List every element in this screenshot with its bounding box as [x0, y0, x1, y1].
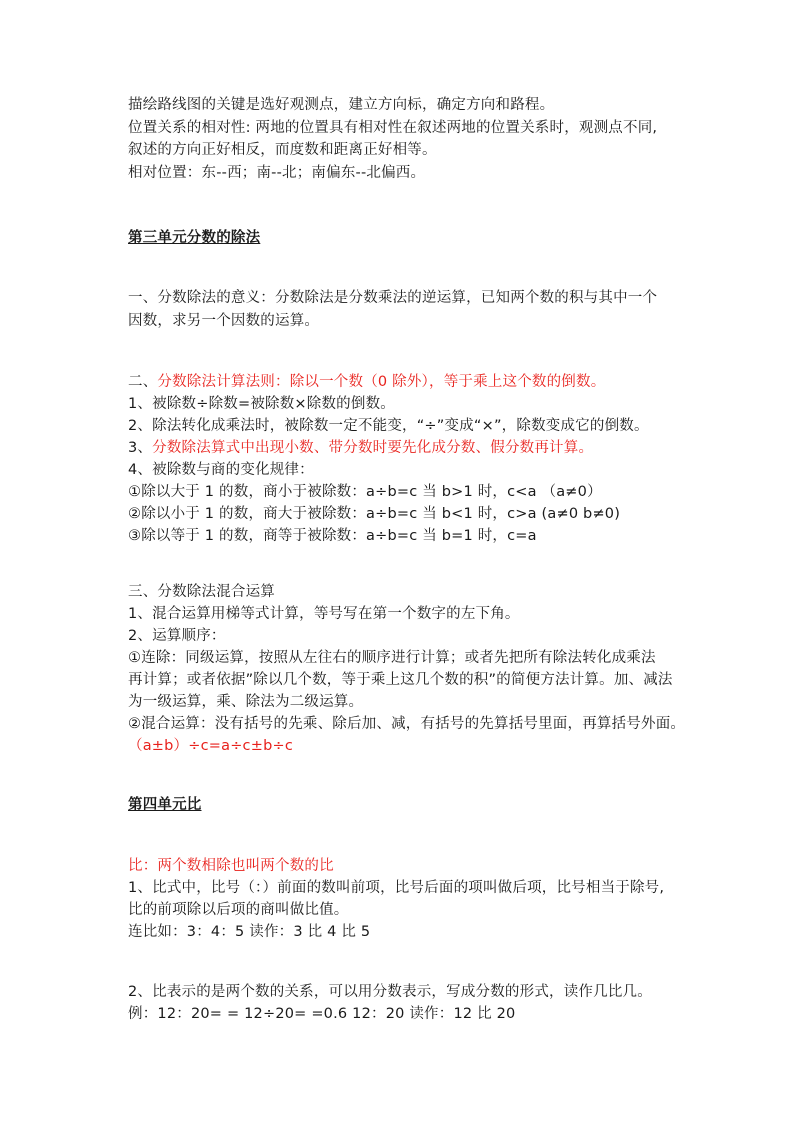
unit3-mixed-heading: 三、分数除法混合运算 [128, 584, 275, 600]
unit4-item-1-line-3: 连比如：3：4：5 读作：3 比 4 比 5 [128, 924, 371, 940]
intro-line-4: 相对位置：东--西；南--北；南偏东--北偏西。 [128, 165, 426, 181]
unit4-item-1-line-1: 1、比式中，比号（：）前面的数叫前项，比号后面的项叫做后项，比号相当于除号, [128, 880, 665, 896]
rule-heading-red: 分数除法计算法则：除以一个数（0 除外），等于乘上这个数的倒数。 [157, 374, 606, 390]
intro-line-3: 叙述的方向正好相反，而度数和距离正好相等。 [128, 142, 437, 158]
unit3-mixed-1: 1、混合运算用梯等式计算，等号写在第一个数字的左下角。 [128, 606, 520, 622]
intro-line-1: 描绘路线图的关键是选好观测点，建立方向标，确定方向和路程。 [128, 97, 555, 113]
unit3-rule-4c: ③除以等于 1 的数，商等于被除数：a÷b=c 当 b=1 时，c=a [128, 528, 537, 544]
unit3-meaning-line-1: 一、分数除法的意义：分数除法是分数乘法的逆运算，已知两个数的积与其中一个 [128, 290, 658, 306]
rule-3-red: 分数除法算式中出现小数、带分数时要先化成分数、假分数再计算。 [152, 440, 594, 456]
unit3-mixed-2: 2、运算顺序： [128, 628, 226, 644]
unit4-definition: 比：两个数相除也叫两个数的比 [128, 858, 334, 874]
unit3-rule-1: 1、被除数÷除数=被除数×除数的倒数。 [128, 396, 395, 412]
unit3-rule-heading [128, 372, 605, 392]
unit3-rule-4a: ①除以大于 1 的数，商小于被除数：a÷b=c 当 b>1 时，c<a （a≠0） [128, 484, 602, 500]
unit4-item-2: 2、比表示的是两个数的关系，可以用分数表示，写成分数的形式，读作几比几。 [128, 984, 652, 1000]
unit3-rule-2: 2、除法转化成乘法时，被除数一定不能变，“÷”变成“×”，除数变成它的倒数。 [128, 418, 649, 434]
unit4-title: 第四单元比 [128, 797, 202, 813]
unit3-mixed-3-line-1: ①连除：同级运算，按照从左往右的顺序进行计算；或者先把所有除法转化成乘法 [128, 650, 656, 666]
unit3-rule-3 [128, 438, 593, 458]
unit4-example: 例：12：20= = 12÷20= =0.6 12：20 读作：12 比 20 [128, 1006, 516, 1022]
unit3-meaning-line-2: 因数，求另一个因数的运算。 [128, 313, 320, 329]
rule-3-prefix: 3、 [128, 440, 153, 456]
unit3-rule-4: 4、被除数与商的变化规律： [128, 462, 314, 478]
intro-line-2: 位置关系的相对性: 两地的位置具有相对性在叙述两地的位置关系时，观测点不同, [128, 120, 658, 136]
rule-heading-prefix: 二、 [128, 374, 158, 390]
unit3-rule-4b: ②除以小于 1 的数，商大于被除数：a÷b=c 当 b<1 时，c>a (a≠0 b≠0) [128, 506, 621, 522]
unit3-mixed-3-line-3: 为一级运算，乘、除法为二级运算。 [128, 694, 364, 710]
unit4-item-1-line-2: 比的前项除以后项的商叫做比值。 [128, 902, 349, 918]
unit3-formula: （a±b）÷c=a÷c±b÷c [128, 738, 293, 754]
unit3-mixed-4: ②混合运算：没有括号的先乘、除后加、减，有括号的先算括号里面，再算括号外面。 [128, 716, 686, 732]
unit3-title: 第三单元分数的除法 [128, 230, 261, 246]
unit3-mixed-3-line-2: 再计算；或者依据”除以几个数，等于乘上这几个数的积”的简便方法计算。加、减法 [128, 672, 673, 688]
